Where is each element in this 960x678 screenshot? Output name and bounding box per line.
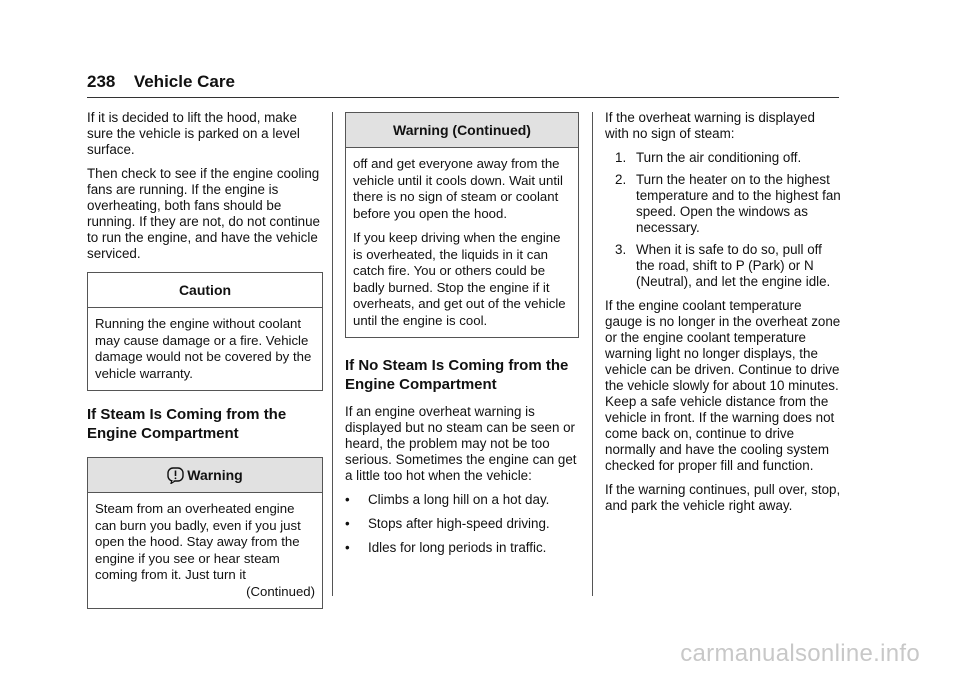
step-number: 3. [615,242,627,257]
watermark: carmanualsonline.info [680,640,920,667]
list-item: • Idles for long periods in traffic. [345,540,547,555]
paragraph: If an engine overheat warning is displayed but no steam can be seen or heard, the problem may not be too serious. Sometimes the engine can get a little too hot when the vehicle: [345,404,577,483]
warning-continued-text: off and get everyone away from the vehicle until it cools down. Wait until there is no sign of steam or coolant before you open the hood. [353,156,563,221]
warning-box [87,457,323,609]
bullet-symbol: • [345,540,350,555]
bullet-list [345,492,579,556]
header-rule [87,97,839,98]
steps-list [605,150,841,290]
warning-title: Warning [187,467,243,483]
warning-continued-text: If you keep driving when the engine is overheated, the liquids in it can catch fire. You or others could be badly burned. Stop the engine if it overheats, and get out of the vehicle until the engine is cool. [353,230,566,328]
list-item: 1. Turn the air conditioning off. [615,150,802,165]
paragraph: If the overheat warning is displayed with no sign of steam: [605,110,815,141]
step-number: 2. [615,172,627,187]
bullet-symbol: • [345,492,350,507]
list-item: • Climbs a long hill on a hot day. [345,492,550,507]
continued-label: (Continued) [246,583,315,599]
warning-body [88,493,322,608]
page-header [87,72,839,92]
section-heading: If Steam Is Coming from the Engine Compartment [87,406,287,442]
paragraph: If it is decided to lift the hood, make sure the vehicle is parked on a level surface. [87,110,300,157]
warning-continued-box [345,112,579,338]
paragraph: Then check to see if the engine cooling fans are running. If the engine is overheating, both fans should be running. If they are not, do not continue to run the engine, and have the vehicle serviced. [87,166,321,261]
warning-text: Steam from an overheated engine can burn you badly, even if you just open the hood. Stay away from the engine if you see or hear steam coming from it. Just turn it [95,501,301,582]
warning-icon [167,462,184,496]
list-item: 3. When it is safe to do so, pull off the road, shift to P (Park) or N (Neutral), and let the engine idle. [615,242,831,289]
step-number: 1. [615,150,627,165]
page-number: 238 [87,72,116,91]
column-divider [592,112,593,596]
bullet-symbol: • [345,516,350,531]
column-1 [87,110,323,619]
warning-header [88,458,322,493]
section-heading: If No Steam Is Coming from the Engine Compartment [345,357,569,393]
warning-continued-title: Warning (Continued) [346,113,578,148]
paragraph: If the engine coolant temperature gauge is no longer in the overheat zone or the engine coolant temperature warning light no longer displays, the vehicle can be driven. Continue to drive the vehicle slowly for about 10 minutes. Keep a safe vehicle distance from the vehicle in front. If the warning does not come back on, continue to drive normally and have the cooling system checked for proper fill and function. [605,298,841,473]
caution-title: Caution [88,273,322,308]
column-divider [332,112,333,596]
paragraph: If the warning continues, pull over, stop, and park the vehicle right away. [605,482,841,513]
list-item: • Stops after high-speed driving. [345,516,550,531]
column-2 [345,112,579,564]
caution-body [88,308,322,390]
list-item: 2. Turn the heater on to the highest temperature and to the highest fan speed. Open the windows as necessary. [615,172,841,235]
warning-continued-body [346,148,578,337]
caution-box [87,272,323,391]
caution-text: Running the engine without coolant may cause damage or a fire. Vehicle damage would not be covered by the vehicle warranty. [95,316,312,381]
column-3 [605,110,841,522]
section-title: Vehicle Care [133,72,235,91]
